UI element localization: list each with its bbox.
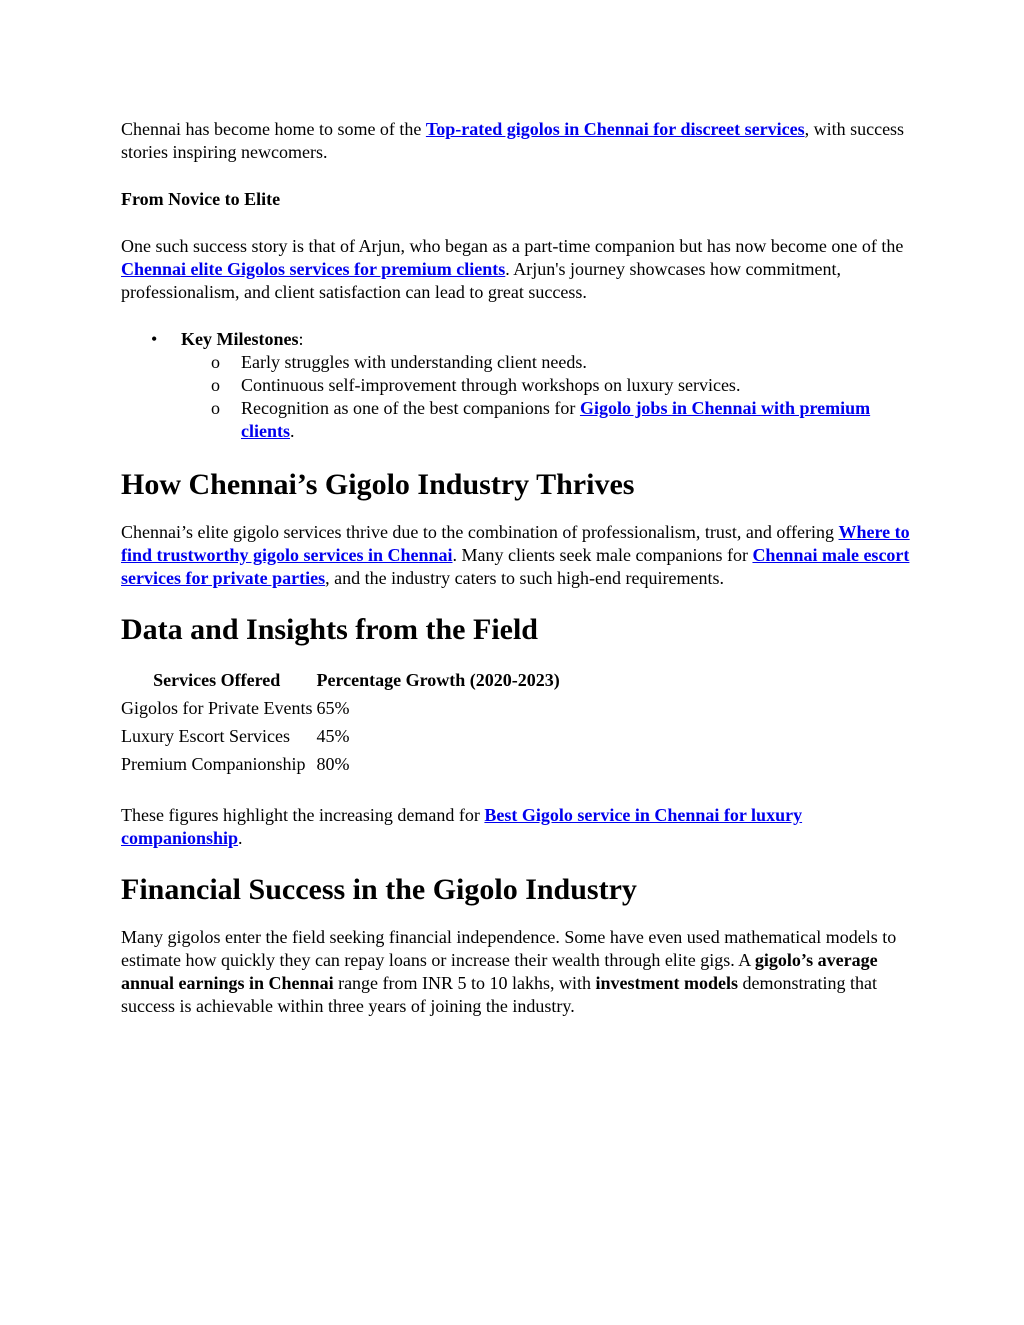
arjun-text: One such success story is that of Arjun, who began as a part-time companion but has now become one of the xyxy=(121,236,904,256)
table-cell: 65% xyxy=(316,698,350,718)
link-chennai-elite-services[interactable]: Chennai elite Gigolos services for premium clients xyxy=(121,259,506,279)
arjun-text-after: . Arjun's journey showcases how commitment, professionalism, and client satisfaction can lead to great success. xyxy=(121,259,841,302)
link-best-gigolo-service[interactable]: Best Gigolo service in Chennai for luxury companionship xyxy=(121,805,803,848)
table-cell: Gigolos for Private Events xyxy=(121,698,313,718)
section-heading-novice-to-elite: From Novice to Elite xyxy=(121,189,281,209)
link-gigolo-jobs[interactable]: Gigolo jobs in Chennai with premium clients xyxy=(241,398,871,441)
financial-text-2: range from INR 5 to 10 lakhs, with xyxy=(333,973,596,993)
figures-text: These figures highlight the increasing demand for xyxy=(121,805,485,825)
sub-bullet-icon: o xyxy=(211,352,220,372)
list-item xyxy=(181,397,911,443)
milestones-label-suffix: : xyxy=(298,329,304,349)
table-row xyxy=(119,694,562,722)
table-row xyxy=(119,750,562,778)
link-trustworthy-services[interactable]: Where to find trustworthy gigolo services in Chennai xyxy=(121,522,910,565)
thrives-text: Chennai’s elite gigolo services thrive due to the combination of professionalism, trust, and offering xyxy=(121,522,839,542)
milestones-label: Key Milestones xyxy=(181,329,299,349)
table-cell: 45% xyxy=(316,726,350,746)
financial-paragraph xyxy=(121,926,911,1018)
table-header-growth: Percentage Growth (2020-2023) xyxy=(316,670,560,690)
document-page xyxy=(121,118,911,1018)
section-heading-industry-thrives: How Chennai’s Gigolo Industry Thrives xyxy=(121,468,635,501)
financial-bold-earnings: gigolo’s average annual earnings in Chennai xyxy=(121,950,878,993)
milestone-text: Recognition as one of the best companions for xyxy=(241,398,580,418)
growth-table xyxy=(119,666,562,778)
table-cell: 80% xyxy=(316,754,350,774)
table-header-services: Services Offered xyxy=(153,670,281,690)
table-header-row xyxy=(119,666,562,694)
table-cell: Premium Companionship xyxy=(121,754,306,774)
list-item xyxy=(181,374,911,397)
figures-paragraph xyxy=(121,804,911,850)
link-male-escort-parties[interactable]: Chennai male escort services for private parties xyxy=(121,545,910,588)
thrives-text-2: . Many clients seek male companions for xyxy=(452,545,753,565)
financial-text: Many gigolos enter the field seeking financial independence. Some have even used mathematical models to estimate how quickly they can repay loans or increase their wealth through elite gigs. A xyxy=(121,927,897,970)
milestone-text: Continuous self-improvement through workshops on luxury services. xyxy=(241,375,741,395)
financial-text-3: demonstrating that success is achievable within three years of joining the industry. xyxy=(121,973,878,1016)
section-heading-data-insights: Data and Insights from the Field xyxy=(121,613,538,646)
link-top-rated-gigolos[interactable]: Top-rated gigolos in Chennai for discreet services xyxy=(425,119,805,139)
table-row xyxy=(119,722,562,750)
list-item xyxy=(181,351,911,374)
milestone-text-after: . xyxy=(290,421,295,441)
arjun-paragraph xyxy=(121,235,911,304)
bullet-icon: • xyxy=(151,329,158,349)
sub-bullet-icon: o xyxy=(211,398,220,418)
figures-text-after: . xyxy=(238,828,243,848)
thrives-paragraph xyxy=(121,521,911,590)
milestone-text: Early struggles with understanding client needs. xyxy=(241,352,587,372)
section-heading-financial-success: Financial Success in the Gigolo Industry xyxy=(121,873,637,906)
milestones-sublist xyxy=(181,351,911,443)
list-item xyxy=(121,328,911,443)
intro-text-after: , with success stories inspiring newcomers. xyxy=(121,119,905,162)
thrives-text-3: , and the industry caters to such high-end requirements. xyxy=(325,568,725,588)
financial-bold-investment: investment models xyxy=(595,973,739,993)
table-cell: Luxury Escort Services xyxy=(121,726,290,746)
intro-text: Chennai has become home to some of the xyxy=(121,119,426,139)
sub-bullet-icon: o xyxy=(211,375,220,395)
intro-paragraph xyxy=(121,118,911,164)
milestones-list xyxy=(121,328,911,443)
